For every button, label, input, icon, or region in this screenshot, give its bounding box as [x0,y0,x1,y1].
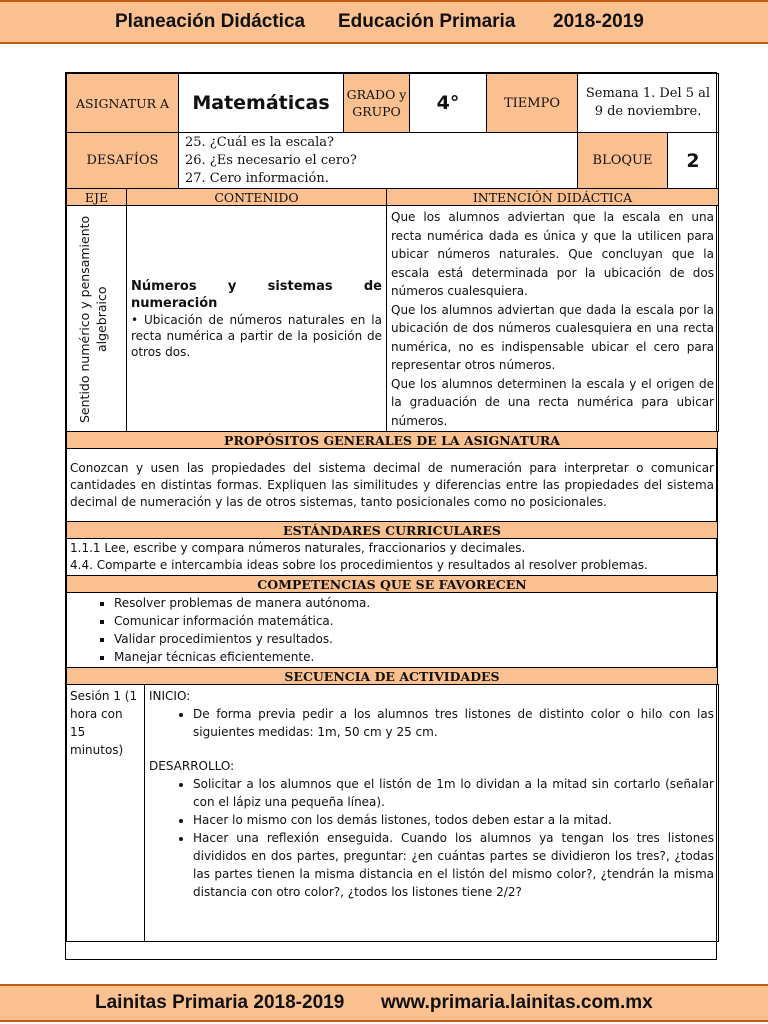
activities-cell [145,685,719,942]
header-year: 2018-2019 [553,11,644,32]
header-level: Educación Primaria [338,11,516,32]
general-table [66,431,718,685]
grado-label: GRADO y GRUPO [344,74,410,133]
bloque-value: 2 [668,133,719,189]
intencion-paragraph: Que los alumnos determinen la escala y el origen de la graduación de una recta numérica para ubicar números. [391,376,714,428]
contenido-title: Números y sistemas de numeración [131,278,382,311]
eje-header: EJE [67,189,127,206]
eje-cell [67,206,127,432]
footer-banner [0,984,768,1022]
intencion-paragraph: Que los alumnos adviertan que la escala en una recta numérica dada es única y que la utilicen para ubicar números naturales. Que concluyan que la escala está determinada por la ubicación de dos números cualesquiera. [391,210,714,298]
contenido-header: CONTENIDO [127,189,387,206]
contenido-bullet: • Ubicación de números naturales en la recta numérica a partir de la posición de otros dos. [131,312,382,359]
content-table [66,188,719,432]
eje-text: Sentido numérico y pensamiento algebraico [76,214,109,423]
planning-sheet [65,72,717,960]
intencion-cell [387,206,719,432]
footer-brand: Lainitas Primaria 2018-2019 [95,992,345,1013]
tiempo-value: Semana 1. Del 5 al 9 de noviembre. [578,74,719,133]
competencia-item: ▪ Validar procedimientos y resultados. [114,630,714,648]
footer-url[interactable]: www.primaria.lainitas.com.mx [381,992,653,1013]
competencia-item: ▪ Manejar técnicas eficientemente. [114,648,714,666]
competencias-cell [67,593,718,668]
desafios-label: DESAFÍOS [67,133,179,189]
asignatura-label: ASIGNATUR A [67,74,179,133]
asignatura-value: Matemáticas [179,74,344,133]
desarrollo-item: • Solicitar a los alumnos que el listón de 1m lo dividan a la mitad sin cortarlo (señalar con el lápiz una pequeña línea). [193,775,714,811]
header-title: Planeación Didáctica [115,11,306,32]
desafios-list [179,133,578,189]
desarrollo-label: DESARROLLO: [149,759,235,773]
header-banner [0,0,768,44]
grado-value: 4° [410,74,487,133]
intencion-header: INTENCIÓN DIDÁCTICA [387,189,719,206]
estandar-item: 1.1.1 Lee, escribe y compara números naturales, fraccionarios y decimales. [70,541,526,555]
info-table [66,73,719,189]
desafio-item: 25. ¿Cuál es la escala? [185,134,334,150]
desarrollo-item: • Hacer lo mismo con los demás listones, todos deben estar a la mitad. [193,811,714,829]
session-cell: Sesión 1 (1 hora con 15 minutos) [67,685,145,942]
inicio-label: INICIO: [149,689,191,703]
contenido-cell [127,206,387,432]
propositos-header: PROPÓSITOS GENERALES DE LA ASIGNATURA [67,432,718,449]
competencia-item: ▪ Resolver problemas de manera autónoma. [114,594,714,612]
sequence-table [66,684,719,942]
desafio-item: 26. ¿Es necesario el cero? [185,152,357,168]
bloque-label: BLOQUE [578,133,668,189]
competencias-header: COMPETENCIAS QUE SE FAVORECEN [67,576,718,593]
estandar-item: 4.4. Comparte e intercambia ideas sobre los procedimientos y resultados al resolver problemas. [70,558,648,572]
estandares-header: ESTÁNDARES CURRICULARES [67,522,718,539]
intencion-paragraph: Que los alumnos adviertan que dada la escala por la ubicación de dos números cualesquiera en una recta numérica, no es indispensable ubicar el cero para representar otros números. [391,302,714,372]
desafio-item: 27. Cero información. [185,170,329,186]
tiempo-label: TIEMPO [487,74,578,133]
propositos-text: Conozcan y usen las propiedades del sistema decimal de numeración para interpretar o comunicar cantidades en distintas formas. Expliquen las similitudes y diferencias entre las propiedades del sistema decimal de numeración y las de otros sistemas, tanto posicionales como no posicionales. [67,449,718,522]
desarrollo-item: • Hacer una reflexión enseguida. Cuando los alumnos ya tengan los tres listones divididos en dos partes, preguntar: ¿en cuántas partes se dividieron los tres?, ¿todas las partes tienen la misma distancia en el listón del mismo color?, ¿tendrán la misma distancia con otro color?, ¿todos los listones tiene 2/2? [193,829,714,901]
inicio-item: • De forma previa pedir a los alumnos tres listones de distinto color o hilo con las siguientes medidas: 1m, 50 cm y 25 cm. [193,705,714,741]
estandares-list [67,539,718,576]
secuencia-header: SECUENCIA DE ACTIVIDADES [67,668,718,685]
competencia-item: ▪ Comunicar información matemática. [114,612,714,630]
